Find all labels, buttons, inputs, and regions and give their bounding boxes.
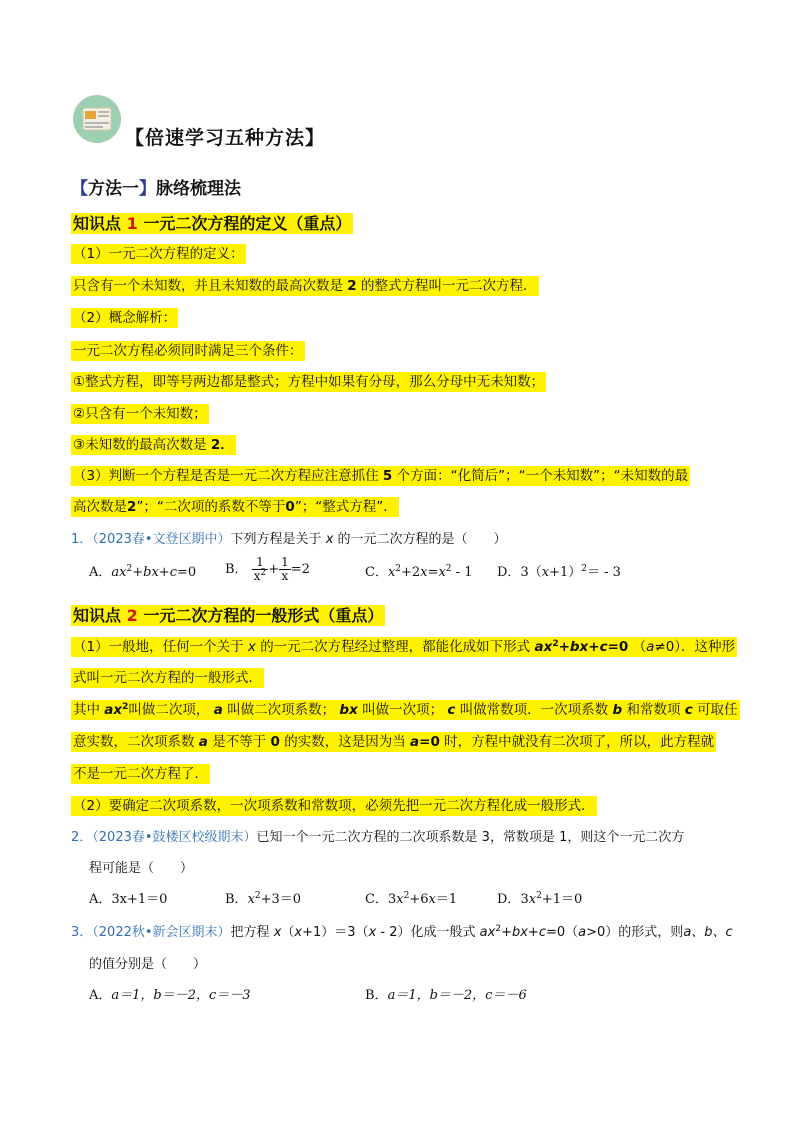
kp2-name: 一元二次方程的一般形式（重点） (143, 606, 384, 625)
method-bracket-open: 【 (71, 179, 88, 199)
q3-option-b[interactable]: B．a＝1，b＝－2，c＝－6 (365, 988, 527, 1003)
kp1-line-4: 一元二次方程必须同时满足三个条件： (73, 343, 303, 359)
kp2-num: 2 (126, 606, 138, 625)
kp2-line-4: 意实数，二次项系数 a 是不等于 0 的实数，这是因为当 a=0 时，方程中就没有二次项了，所以，此方程就 (73, 734, 715, 750)
kp2-line-1: （1）一般地，任何一个关于 x 的一元二次方程经过整理，都能化成如下形式 $ax^2+bx+c=0$ （a≠0）．这种形 (73, 639, 736, 655)
method-label: 方法一 (88, 179, 139, 199)
question-1: 1．（2023春•文登区期中）下列方程是关于 x 的一元二次方程的是（ ） (71, 532, 507, 547)
q3-option-a[interactable]: A．a＝1，b＝－2，c＝－3 (89, 988, 251, 1003)
kp1-line-6: ②只含有一个未知数； (73, 406, 207, 422)
kp1-line-2: 只含有一个未知数，并且未知数的最高次数是 2 的整式方程叫一元二次方程． (73, 278, 537, 294)
q2-option-a[interactable]: A．3x+1＝0 (89, 892, 168, 907)
method-bracket-close: 】 (139, 179, 156, 199)
knowledge-point-2-heading (71, 603, 385, 626)
kp1-line-8: （3）判断一个方程是否是一元二次方程应注意抓住 5 个方面：“化简后”；“一个未知数”；“未知数的最 (73, 468, 689, 484)
kp1-line-7: ③未知数的最高次数是 2． (73, 437, 234, 453)
question-3-source: （2022秋•新会区期末） (92, 925, 231, 940)
kp2-line-3: 其中 $ax^2$叫做二次项， a 叫做二次项系数； bx 叫做一次项； c 叫做常数项．一次项系数 b 和常数项 c 可取任 (73, 702, 738, 718)
kp2-label: 知识点 (73, 606, 122, 625)
kp1-line-5: ①整式方程，即等号两边都是整式；方程中如果有分母，那么分母中无未知数； (73, 374, 545, 390)
q2-option-d[interactable]: D．$3x^2+1=0$ (497, 891, 583, 907)
q1-option-d[interactable]: D．$3(x+1)^2= - 3$ (497, 564, 621, 580)
question-2-source: （2023春•鼓楼区校级期末） (92, 830, 257, 845)
notebook-icon (73, 95, 121, 143)
kp1-line-1: （1）一元二次方程的定义： (73, 246, 244, 262)
question-1-source: （2023春•文登区期中） (92, 532, 231, 547)
knowledge-point-1-heading (71, 211, 353, 234)
method-heading (71, 174, 241, 199)
method-name: 脉络梳理法 (156, 179, 241, 199)
kp1-name: 一元二次方程的定义（重点） (143, 214, 352, 233)
kp2-line-5: 不是一元二次方程了． (73, 766, 208, 782)
q1-option-a[interactable]: A．$ax^2+bx+c=0$ (89, 564, 197, 580)
kp2-line-6: （2）要确定二次项系数，一次项系数和常数项，必须先把一元二次方程化成一般形式． (73, 798, 595, 814)
question-3-cont: 的值分别是（ ） (89, 957, 207, 972)
q1-option-b[interactable]: B． $\frac{1}{x^2}$ + $\frac{1}{x}$ =2 (225, 555, 310, 583)
kp2-line-2: 式叫一元二次方程的一般形式． (73, 670, 262, 686)
question-2: 2．（2023春•鼓楼区校级期末）已知一个一元二次方程的二次项系数是 3，常数项是 1，则这个一元二次方 (71, 830, 685, 845)
page-title: 【倍速学习五种方法】 (125, 127, 326, 149)
fraction: $\frac{1}{x^2}$ (253, 555, 267, 583)
kp1-num: 1 (126, 214, 138, 233)
question-2-cont: 程可能是（ ） (89, 861, 194, 876)
fraction: $\frac{1}{x}$ (281, 555, 289, 583)
kp1-label: 知识点 (73, 214, 122, 233)
question-3: 3．（2022秋•新会区期末）把方程 x（x+1）＝3（x - 2）化成一般式 $ax^2+bx+c=0(a>0)$的形式，则a、b、c (71, 924, 733, 940)
q1-option-c[interactable]: C．$x^2+2x=x^2 - 1$ (365, 564, 473, 580)
kp1-line-3: （2）概念解析： (73, 310, 177, 326)
kp1-line-9: 高次数是2”；“二次项的系数不等于0”；“整式方程”． (73, 499, 397, 515)
q2-option-c[interactable]: C．$3x^2+6x=1$ (365, 891, 458, 907)
q2-option-b[interactable]: B．$x^2+3=0$ (225, 891, 302, 907)
